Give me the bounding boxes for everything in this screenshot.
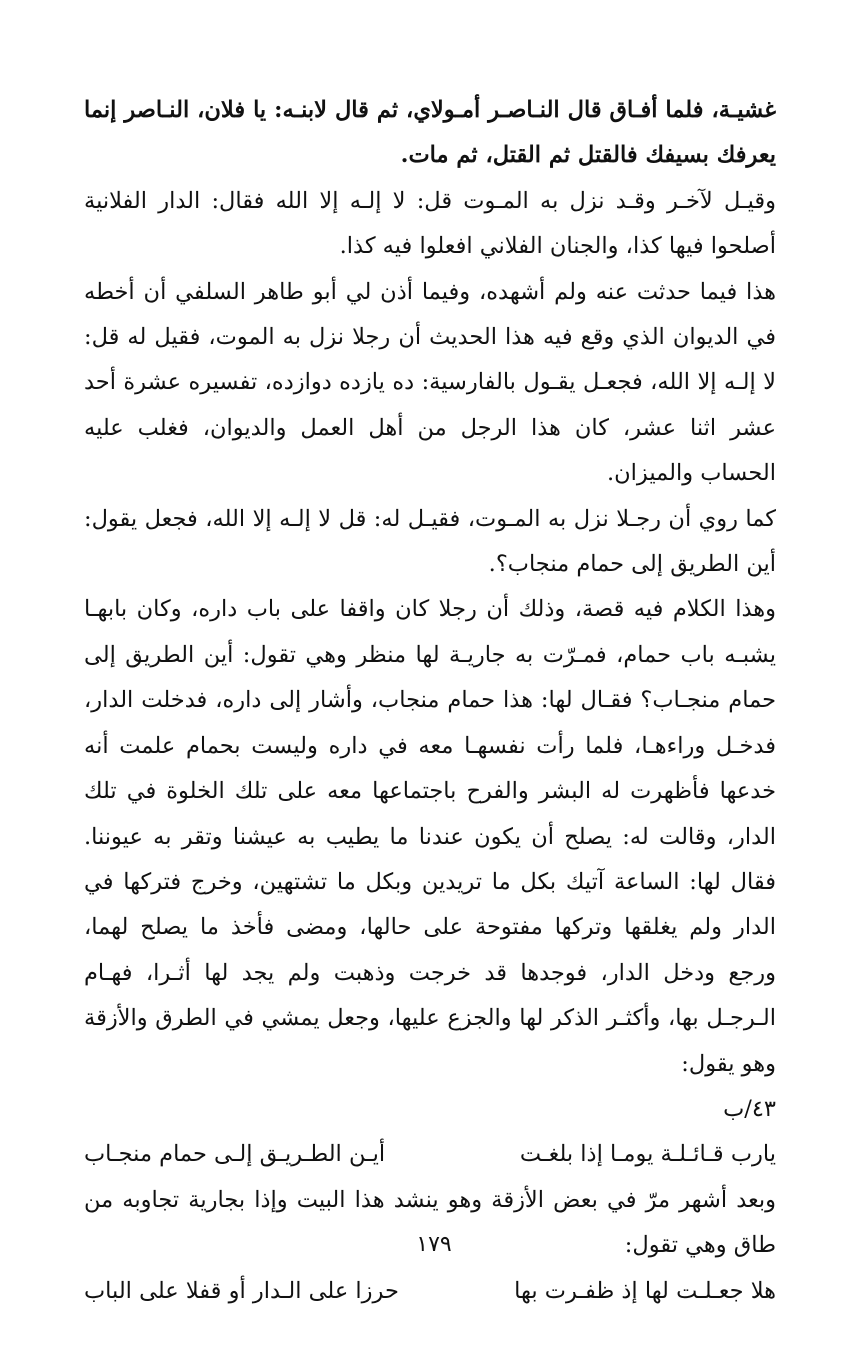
- paragraph-2: وقيـل لآخـر وقـد نزل به المـوت قل: لا إلـه إلا الله فقال: الدار الفلانية أصلحوا فيها كذا، والجنان الفلاني افعلوا فيه كذا.: [84, 187, 776, 260]
- paragraph-1: غشيـة، فلما أفـاق قال النـاصـر أمـولاي، ثم قال لابنـه: يا فلان، النـاصر إنما يعرفك بسيفك فالقتل ثم القتل، ثم مات.: [84, 97, 776, 169]
- paragraph-5: وهذا الكلام فيه قصة، وذلك أن رجلا كان واقفا على باب داره، وكان بابهـا يشبـه باب حمام، فمـرّت به جاريـة لها منظر وهي تقول: أين الطريق إلى حمام منجـاب؟ فقـال لها: هذا حمام منجاب، وأشار إلى داره، فدخلت الدار، فدخـل وراءهـا، فلما رأت نفسهـا معه في داره وليست بحمام علمت أنه خدعها فأظهرت له البشر والفرح باجتماعها معه على تلك الخلوة في تلك الدار، وقالت له: يصلح أن يكون عندنا ما يطيب به عيشنا وتقر به عيوننا. فقال لها: الساعة آتيك بكل ما تريدين وبكل ما تشتهين، وخرج فتركها في الدار ولم يغلقها وتركها مفتوحة على حالها، ومضى فأخذ ما يصلح لهما، ورجع ودخل الدار، فوجدها قد خرجت وذهبت ولم يجد لها أثـرا، فهـام الـرجـل بها، وأكثـر الذكر لها والجزع عليها، وجعل يمشي في الطرق والأزقة وهو يقول:: [84, 596, 777, 1077]
- verse-2-first-hemistich: هلا جعـلـت لها إذ ظفـرت بها: [514, 1277, 776, 1304]
- paragraph-after-verse: وبعد أشهر مرّ في بعض الأزقة وهو ينشد هذا البيت وإذا بجارية تجاوبه من طاق وهي تقول:: [84, 1186, 776, 1259]
- paragraph-4: كما روي أن رجـلا نزل به المـوت، فقيـل له: قل لا إلـه إلا الله، فجعل يقول: أين الطريق إلى حمام منجاب؟.: [84, 505, 776, 578]
- page-body: [84, 88, 776, 1314]
- page-number: ١٧٩: [416, 1232, 452, 1257]
- paragraph-3: هذا فيما حدثت عنه ولم أشهده، وفيما أذن لي أبو طاهر السلفي أن أخطه في الديوان الذي وقع فيه هذا الحديث أن رجلا نزل به الموت، فقيل له قل: لا إلـه إلا الله، فجعـل يقـول بالفارسية: ده يازده دوازده، تفسيره عشرة أحد عشر اثنا عشر، كان هذا الرجل من أهل العمل والديوان، فغلب عليه الحساب والميزان.: [84, 278, 776, 487]
- verse-1-second-hemistich: أيـن الطـريـق إلـى حمام منجـاب: [84, 1141, 386, 1168]
- verse-2: [84, 1269, 776, 1314]
- verse-1: [84, 1132, 776, 1177]
- folio-mark: ٤٣/ب: [723, 1095, 776, 1122]
- verse-1-first-hemistich: يارب قـائـلـة يومـا إذا بلغـت: [519, 1141, 776, 1168]
- verse-2-second-hemistich: حرزا على الـدار أو قفلا على الباب: [84, 1277, 399, 1304]
